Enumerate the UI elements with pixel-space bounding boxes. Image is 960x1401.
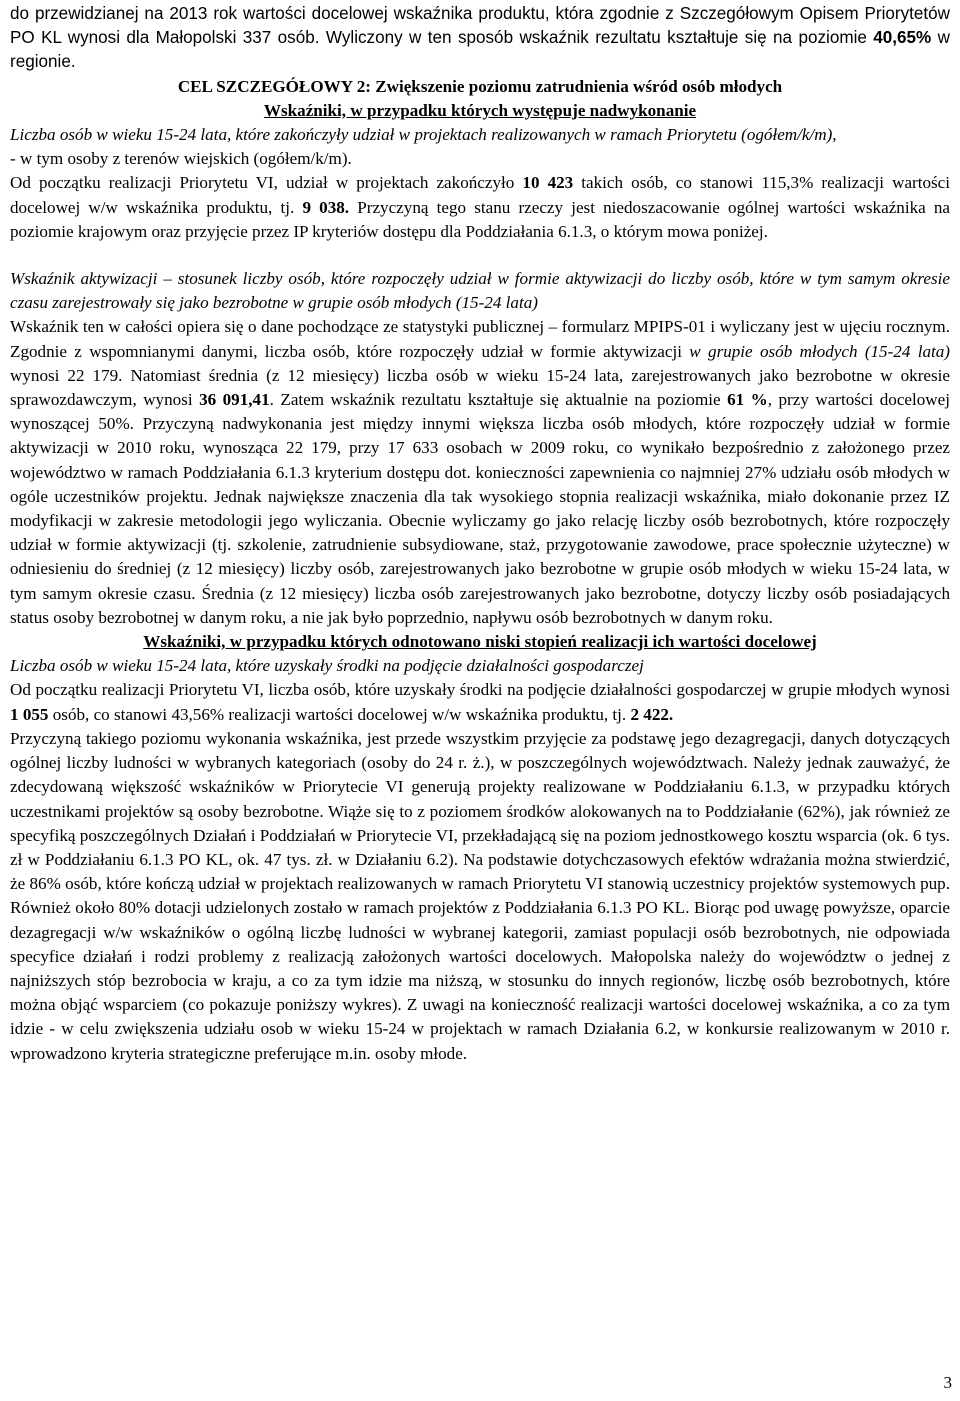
indicator2-value-average: 36 091,41 bbox=[199, 390, 270, 410]
indicator3-name: Liczba osób w wieku 15-24 lata, które uzyskały środki na podjęcie działalności gospodarczej bbox=[10, 656, 644, 676]
indicator2-name: Wskaźnik aktywizacji – stosunek liczby osób, które rozpoczęły udział w formie aktywizacji do liczby osób, które w tym samym okresie czasu zarejestrowały się jako bezrobotne w grupie osób młodych (15-24 lata) bbox=[10, 269, 950, 313]
spacer bbox=[10, 244, 950, 267]
intro-text-end: w regionie. bbox=[10, 28, 950, 72]
intro-text: do przewidzianej na 2013 rok wartości docelowej wskaźnika produktu, która zgodnie z Szczegółowym Opisem Priorytetów PO KL wynosi dla Małopolski 337 osób. Wyliczony w ten sposób wskaźnik rezultatu kształtuje się na poziomie bbox=[10, 4, 950, 48]
subheading-overperformance: Wskaźniki, w przypadku których występuje nadwykonanie bbox=[263, 100, 697, 120]
indicator3-paragraph: Od początku realizacji Priorytetu VI, liczba osób, które uzyskały środki na podjęcie działalności gospodarczej w grupie młodych wynosi 1 055 osób, co stanowi 43,56% realizacji wartości docelowej w/w wskaźnika produktu, tj. 2 422. bbox=[10, 680, 950, 724]
section-heading: CEL SZCZEGÓŁOWY 2: Zwiększenie poziomu zatrudnienia wśród osób młodych bbox=[177, 76, 783, 96]
indicator2-value-level: 61 % bbox=[727, 390, 768, 410]
subheading-low-realization: Wskaźniki, w przypadku których odnotowano niski stopień realizacji ich wartości docelowej bbox=[143, 632, 817, 652]
indicator3-value-target: 2 422. bbox=[630, 704, 674, 724]
indicator2-paragraph: Wskaźnik ten w całości opiera się o dane pochodzące ze statystyki publicznej – formularz MPIPS-01 i wyliczany jest w ujęciu rocznym. Zgodnie z wspomnianymi danymi, liczba osób, które rozpoczęły udział w formie aktywizacji w grupie osób młodych (15-24 lata) wynosi 22 179. Natomiast średnia (z 12 miesięcy) liczba osób w wieku 15-24 lata, zarejestrowanych jako bezrobotne w okresie sprawozdawczym, wynosi 36 091,41. Zatem wskaźnik rezultatu kształtuje się aktualnie na poziomie 61 %, przy wartości docelowej wynoszącej 50%. Przyczyną nadwykonania jest między innymi większa liczba osób młodych, które rozpoczęły udział w formie aktywizacji w 2010 roku, wynosząca 22 179, przy 17 633 osobach w 2009 roku, co wynikało bezpośrednio z założonego przez województwo w ramach Poddziałania 6.1.3 kryterium dostępu dot. konieczności zapewnienia co najmniej 27% udziału osób młodych w ogóle uczestników projektu. Jednak największe znaczenia dla tak wysokiego stopnia realizacji wskaźnika, miało dokonanie przez IZ modyfikacji w zakresie metodologii jego wyliczania. Obecnie wyliczamy go jako relację liczby osób bezrobotnych, które rozpoczęły udział w formie aktywizacji (tj. szkolenie, zatrudnienie subsydiowane, staż, przygotowanie zawodowe, prace społecznie użyteczne) w odniesieniu do średniej (z 12 miesięcy) liczby osób, zarejestrowanych jako bezrobotne w grupie osób młodych w wieku 15-24 lata, w tym samym okresie czasu. Średnia (z 12 miesięcy) liczba osób zarejestrowanych jako bezrobotne, dotyczy liczby osób posiadających status osoby bezrobotnej w danym roku, a nie jak było poprzednio, napływu osób bezrobotnych w danym roku. bbox=[10, 317, 950, 627]
indicator1-value-target: 9 038. bbox=[302, 197, 350, 217]
document-page bbox=[10, 2, 950, 1066]
page-number: 3 bbox=[943, 1373, 952, 1392]
indicator1-sub: - w tym osoby z terenów wiejskich (ogółem/k/m). bbox=[10, 149, 352, 169]
indicator1-value-participants: 10 423 bbox=[522, 173, 574, 193]
indicator1-paragraph: Od początku realizacji Priorytetu VI, udział w projektach zakończyło 10 423 takich osób, co stanowi 115,3% realizacji wartości docelowej w/w wskaźnika produktu, tj. 9 038. Przyczyną tego stanu rzeczy jest niedoszacowanie ogólnej wartości wskaźnika na poziomie krajowym oraz przyjęcie przez IP kryteriów dostępu dla Poddziałania 6.1.3, o którym mowa poniżej. bbox=[10, 173, 951, 241]
intro-value: 40,65% bbox=[873, 28, 932, 48]
indicator3-explanation: Przyczyną takiego poziomu wykonania wskaźnika, jest przede wszystkim przyjęcie za podstawę jego dezagregacji, danych dotyczących ogólnej liczby ludności w wybranych kategoriach (osoby do 24 r. ż.), w poszczególnych województwach. Należy jednak zauważyć, że zdecydowaną większość wskaźników w Priorytecie VI generują projekty realizowane w Poddziałaniu 6.1.3, w przypadku których uczestnikami projektów są osoby bezrobotne. Wiąże się to z poziomem środków alokowanych na to Poddziałanie (62%), jak również ze specyfiką poszczególnych Działań i Poddziałań w Priorytecie VI, przekładającą się na poziom jednostkowego kosztu wsparcia (ok. 6 tys. zł w Poddziałaniu 6.1.3 PO KL, ok. 47 tys. zł. w Działaniu 6.2). Na podstawie dotychczasowych efektów wdrażania można stwierdzić, że 86% osób, które kończą udział w projektach realizowanych w ramach Priorytetu VI stanowią uczestnicy projektów systemowych pup. Również około 80% dotacji udzielonych zostało w ramach projektów z Poddziałania 6.1.3 PO KL. Biorąc pod uwagę powyższe, oparcie dezagregacji w/w wskaźników o ogólną liczbę ludności w wybranej kategorii, zamiast populacji osób bezrobotnych, nie odpowiada specyfice działań i rodzi problemy z realizacją założonych wartości docelowych. Małopolska należy do województw o jednej z najniższych stóp bezrobocia w kraju, a co za tym idzie ma niższą, w stosunku do innych regionów, liczbę osób bezrobotnych, które można objąć wsparciem (co pokazuje poniższy wykres). Z uwagi na konieczność realizacji wartości docelowej wskaźnika, a co za tym idzie - w celu zwiększenia udziału osob w wieku 15-24 w projektach w ramach Działania 6.2, w konkursie realizowanym w 2010 r. wprowadzono kryteria strategiczne preferujące m.in. osoby młode. bbox=[10, 728, 950, 1063]
intro-paragraph bbox=[10, 2, 950, 75]
indicator3-value-count: 1 055 bbox=[10, 704, 49, 724]
indicator1-name: Liczba osób w wieku 15-24 lata, które zakończyły udział w projektach realizowanych w ramach Priorytetu (ogółem/k/m), bbox=[10, 125, 837, 145]
